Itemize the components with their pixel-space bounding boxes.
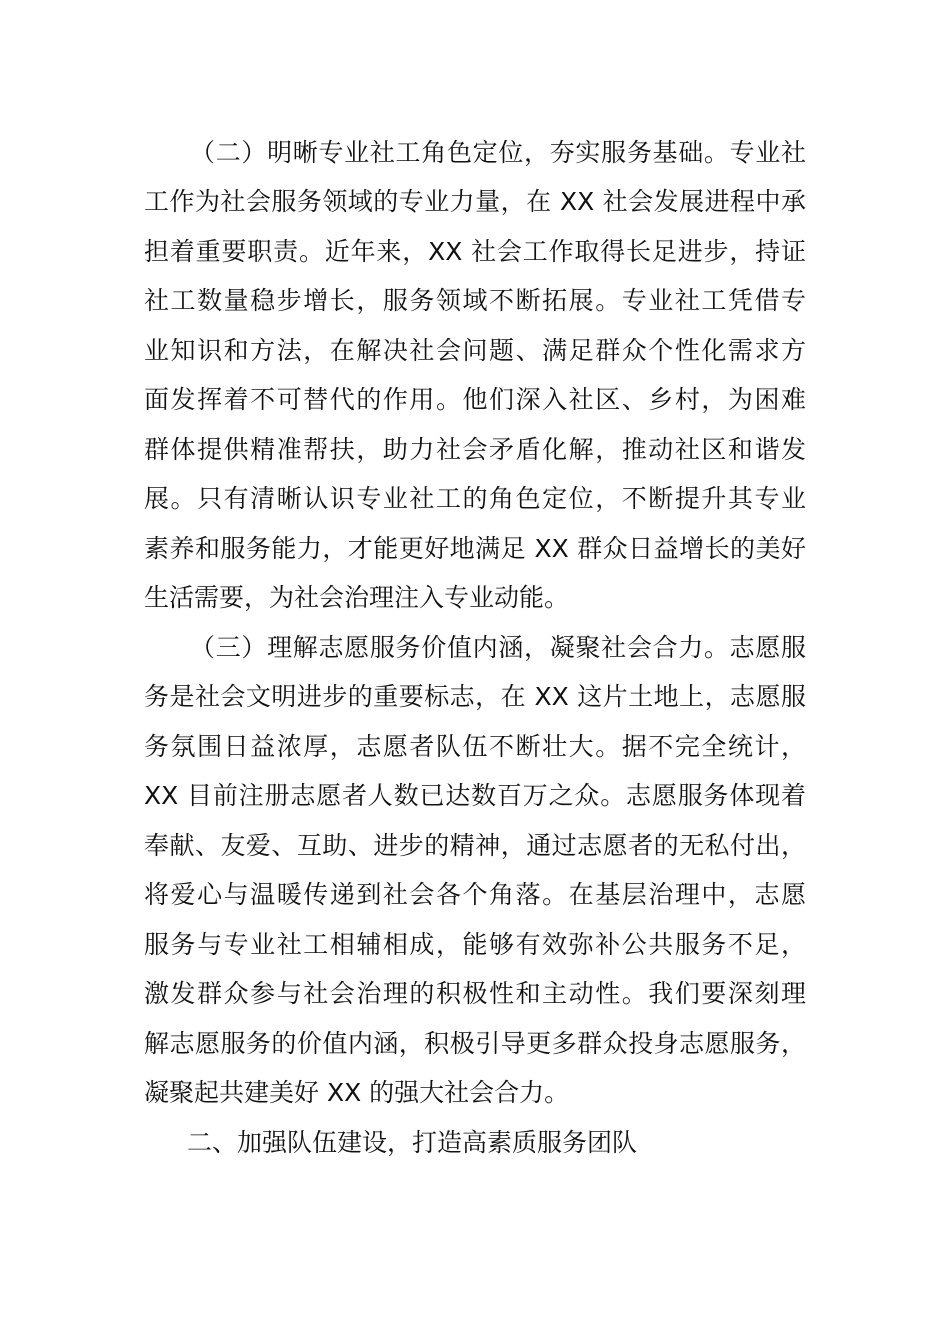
text-line: 生活需要，为社会治理注入专业动能。 xyxy=(144,583,570,612)
text-line: 业知识和方法，在解决社会问题、满足群众个性化需求方 xyxy=(144,336,806,365)
text-line: 解志愿服务的价值内涵，积极引导更多群众投身志愿服务， xyxy=(144,1029,806,1058)
text-line: 务氛围日益浓厚，志愿者队伍不断壮大。据不完全统计， xyxy=(144,732,806,761)
text-line: 展。只有清晰认识专业社工的角色定位，不断提升其专业 xyxy=(144,484,806,513)
text-line: 担着重要职责。近年来，XX 社会工作取得长足进步，持证 xyxy=(144,237,806,266)
text-line: 群体提供精准帮扶，助力社会矛盾化解，推动社区和谐发 xyxy=(144,435,806,464)
text-line: （二）明晰专业社工角色定位，夯实服务基础。专业社 xyxy=(190,138,806,167)
text-line: （三）理解志愿服务价值内涵，凝聚社会合力。志愿服 xyxy=(190,633,806,662)
section-heading: 二、加强队伍建设，打造高素质服务团队 xyxy=(187,1128,638,1157)
text-line: 工作为社会服务领域的专业力量，在 XX 社会发展进程中承 xyxy=(144,187,806,216)
text-line: 激发群众参与社会治理的积极性和主动性。我们要深刻理 xyxy=(144,979,806,1008)
text-line: 素养和服务能力，才能更好地满足 XX 群众日益增长的美好 xyxy=(144,534,806,563)
text-line: 服务与专业社工相辅相成，能够有效弥补公共服务不足， xyxy=(144,930,806,959)
text-line: 面发挥着不可替代的作用。他们深入社区、乡村，为困难 xyxy=(144,385,806,414)
text-line: 将爱心与温暖传递到社会各个角落。在基层治理中，志愿 xyxy=(144,880,806,909)
text-line: 务是社会文明进步的重要标志，在 XX 这片土地上，志愿服 xyxy=(144,682,806,711)
text-line: XX 目前注册志愿者人数已达数百万之众。志愿服务体现着 xyxy=(144,781,806,810)
text-line: 凝聚起共建美好 XX 的强大社会合力。 xyxy=(144,1078,570,1107)
text-line: 社工数量稳步增长，服务领域不断拓展。专业社工凭借专 xyxy=(144,286,806,315)
text-line: 奉献、友爱、互助、进步的精神，通过志愿者的无私付出， xyxy=(144,831,806,860)
